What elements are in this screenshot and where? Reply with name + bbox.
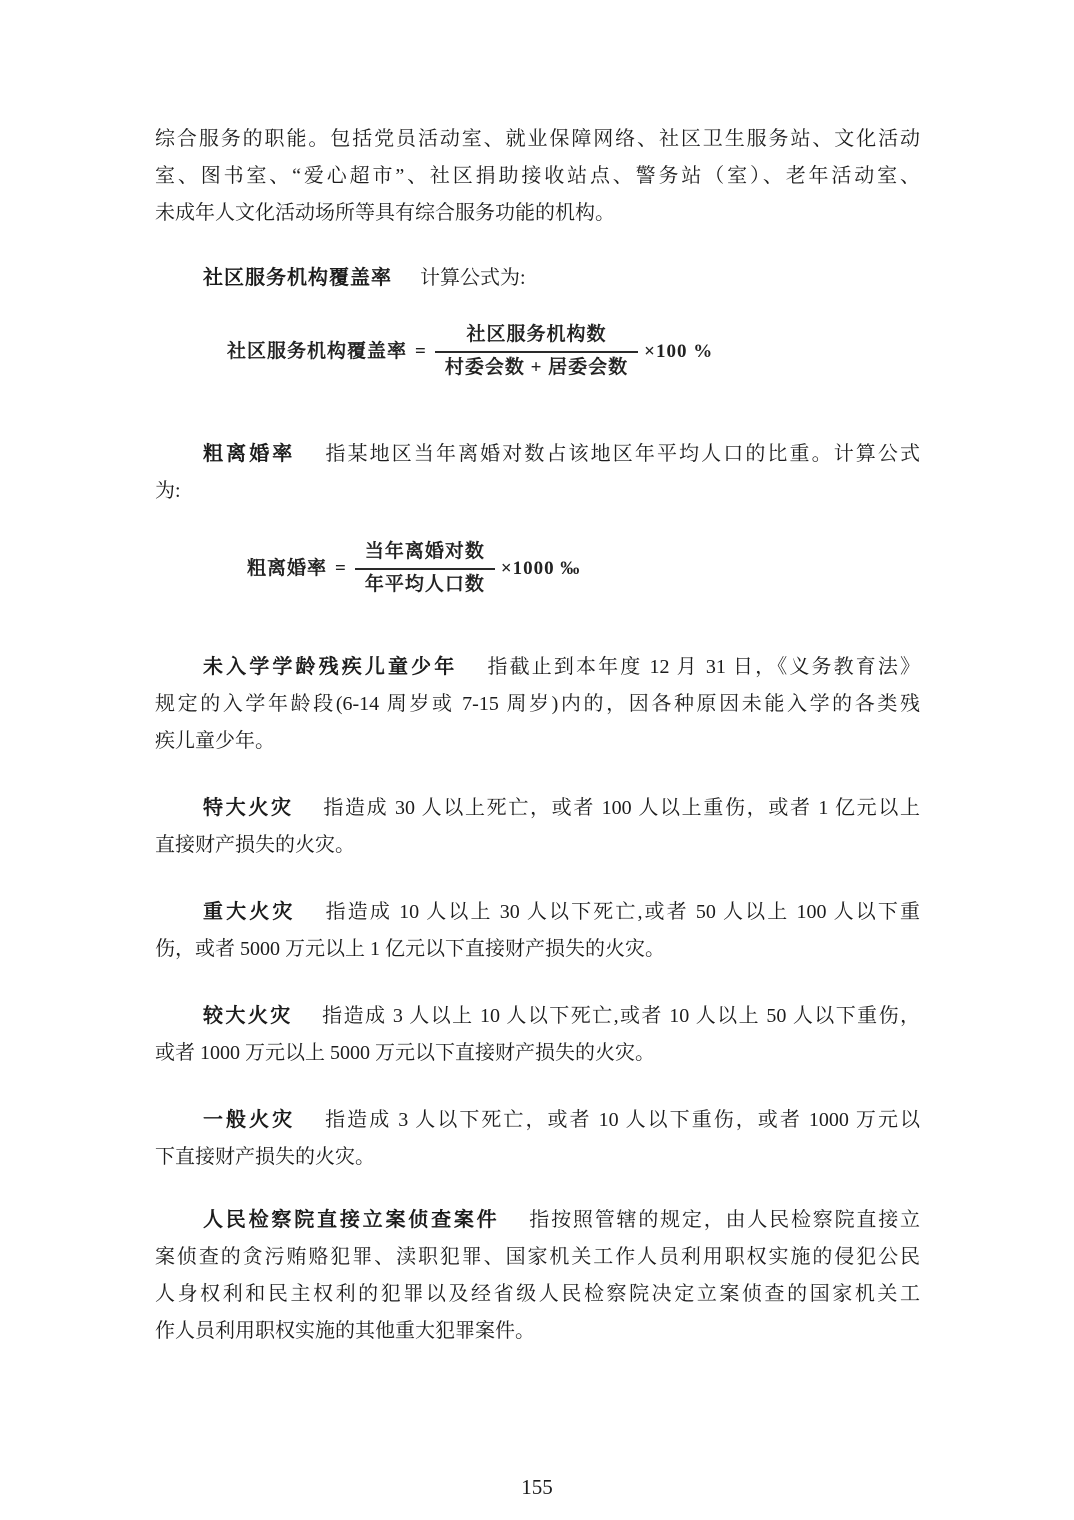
formula-multiplier: ×100 %	[644, 340, 714, 362]
definition-entry-crude-divorce-rate	[155, 436, 920, 510]
entry-term: 一般火灾	[203, 1109, 296, 1131]
formula-multiplier: ×1000 ‰	[500, 557, 581, 579]
entry-term: 粗离婚率	[203, 443, 296, 465]
entry-first-line	[155, 894, 920, 931]
entry-text: 指按照管辖的规定，由人民检察院直接立	[527, 1209, 921, 1231]
entry-term: 特大火灾	[203, 797, 294, 819]
entry-first-line	[155, 649, 920, 686]
entry-first-line	[155, 790, 920, 827]
fraction-denominator: 年平均人口数	[364, 574, 485, 595]
formula-crude-divorce-rate	[155, 540, 920, 597]
definition-entry-out-of-school-disabled-children	[155, 649, 920, 760]
entry-term: 社区服务机构覆盖率	[203, 267, 392, 289]
definition-entry-major-fire	[155, 894, 920, 968]
entry-first-line	[155, 436, 920, 473]
entry-text: 指造成 30 人以上死亡，或者 100 人以上重伤，或者 1 亿元以上	[321, 797, 921, 819]
text-line: 或者 1000 万元以上 5000 万元以下直接财产损失的火灾。	[155, 1042, 655, 1064]
entry-term: 人民检察院直接立案侦查案件	[203, 1209, 500, 1231]
text-line: 伤，或者 5000 万元以上 1 亿元以下直接财产损失的火灾。	[155, 938, 665, 960]
text-line: 综合服务的职能。包括党员活动室、就业保障网络、社区卫生服务站、文化活动	[155, 128, 920, 150]
entry-term: 未入学学龄残疾儿童少年	[203, 656, 458, 678]
definition-entry-procuratorate-direct-investigation-cases	[155, 1202, 920, 1350]
text-line: 人身权利和民主权利的犯罪以及经省级人民检察院决定立案侦查的国家机关工	[155, 1283, 920, 1305]
definition-entry-community-service-coverage	[155, 260, 920, 297]
formula-lhs: 粗离婚率	[247, 557, 328, 579]
text-line: 规定的入学年龄段(6-14 周岁或 7-15 周岁)内的，因各种原因未能入学的各类残	[155, 693, 920, 715]
formula-community-service-coverage	[155, 323, 920, 380]
text-line: 作人员利用职权实施的其他重大犯罪案件。	[155, 1320, 535, 1342]
entry-first-line	[155, 1202, 920, 1239]
entry-text: 指造成 3 人以上 10 人以下死亡,或者 10 人以上 50 人以下重伤，	[320, 1005, 921, 1027]
page-content	[155, 121, 920, 1350]
fraction-numerator: 当年离婚对数	[355, 540, 495, 570]
equals-sign: =	[415, 340, 427, 362]
text-line: 下直接财产损失的火灾。	[155, 1146, 375, 1168]
fraction-denominator: 村委会数 + 居委会数	[444, 357, 629, 378]
entry-text: 指截止到本年度 12 月 31 日，《义务教育法》	[485, 656, 920, 678]
text-line: 室、图书室、“爱心超市”、社区捐助接收站点、警务站（室）、老年活动室、	[155, 165, 920, 187]
entry-text: 指造成 10 人以上 30 人以下死亡,或者 50 人以上 100 人以下重	[323, 901, 921, 923]
definition-entry-ordinary-fire	[155, 1102, 920, 1176]
entry-term: 较大火灾	[203, 1005, 293, 1027]
entry-text: 计算公式为:	[420, 267, 526, 289]
fraction	[355, 540, 495, 597]
definition-entry-extra-large-fire	[155, 790, 920, 864]
text-line: 为:	[155, 480, 181, 502]
formula-lhs: 社区服务机构覆盖率	[227, 340, 408, 362]
text-line: 案侦查的贪污贿赂犯罪、渎职犯罪、国家机关工作人员利用职权实施的侵犯公民	[155, 1246, 920, 1268]
page-number: 155	[521, 1475, 553, 1499]
fraction	[435, 323, 638, 380]
entry-first-line	[155, 1102, 920, 1139]
fraction-numerator: 社区服务机构数	[435, 323, 638, 353]
text-line: 疾儿童少年。	[155, 730, 275, 752]
equals-sign: =	[335, 557, 347, 579]
text-line: 未成年人文化活动场所等具有综合服务功能的机构。	[155, 202, 615, 224]
entry-first-line	[155, 260, 920, 297]
definition-entry-larger-fire	[155, 998, 920, 1072]
entry-text: 指某地区当年离婚对数占该地区年平均人口的比重。计算公式	[323, 443, 921, 465]
entry-text: 指造成 3 人以下死亡，或者 10 人以下重伤，或者 1000 万元以	[323, 1109, 920, 1131]
entry-first-line	[155, 998, 920, 1035]
text-line: 直接财产损失的火灾。	[155, 834, 355, 856]
entry-term: 重大火灾	[203, 901, 296, 923]
intro-paragraph	[155, 121, 920, 232]
